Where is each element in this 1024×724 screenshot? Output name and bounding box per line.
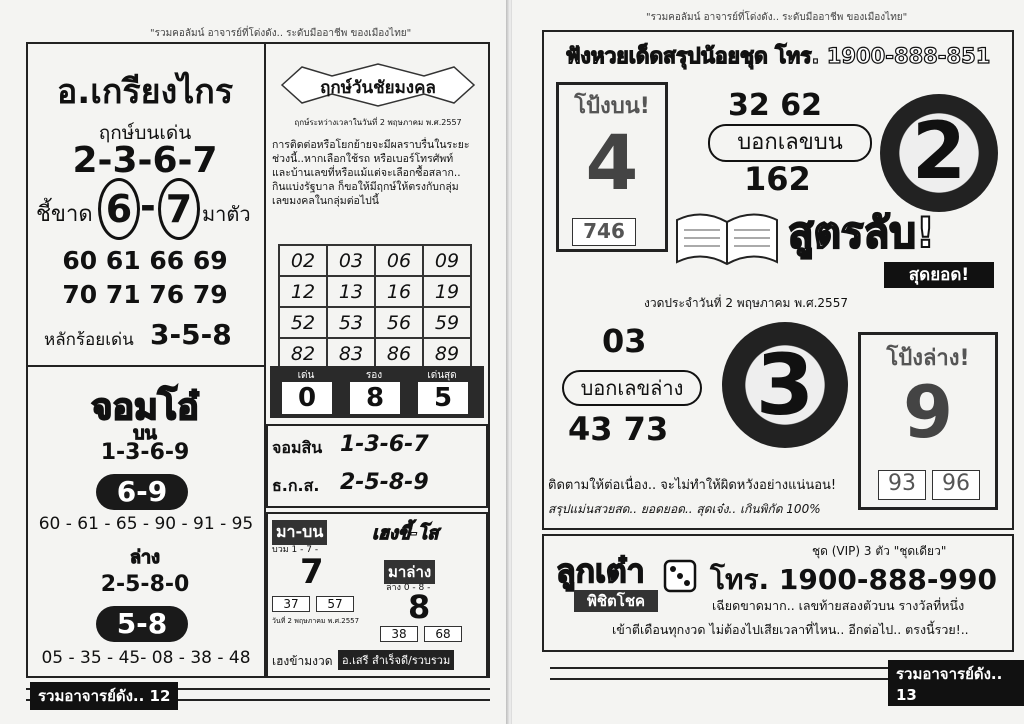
ad-vip: ชุด (VIP) 3 ตัว "ชุดเดียว" [812,544,947,558]
right-header: "รวมคอลัมน์ อาจารย์ที่โด่งดัง.. ระดับมืออาชีพ ของเมืองไทย" [646,12,908,23]
heng-box-68: 68 [424,626,462,642]
rerk-date-line: ฤกษ์ระหว่างเวลาในวันที่ 2 พฤษภาคม พ.ศ.2557 [294,118,462,127]
ad-brand-sub: พิชิตโชค [574,590,658,612]
rerk-para-2: ช่วงนี้..หากเลือกใช้รถ หรือเบอร์โทรศัพท์ [272,153,454,165]
jomo-lang-row: 05 - 35 - 45- 08 - 38 - 48 [41,648,251,668]
kriang-row-2: 70 71 76 79 [62,280,228,309]
sutlap-title: สูตรลับ! [788,208,936,257]
rerk-paragraph [272,138,470,208]
kriang-subtitle: ฤกษ์บนเด่น [98,122,192,144]
follow-text: ติดตามให้ต่อเนื่อง.. จะไม่ทำให้ผิดหวังอย่างแน่นอน! [548,478,837,493]
summary-text: สรุปแม่นสวยสด.. ยอดยอด.. สุดเจ๋ง.. เกินพิกัด 100% [548,502,821,516]
dark-label-3: เด่นสุด [427,370,457,381]
rerk-para-3: และบ้านเลขที่หรือแม้แต่จะเลือกซื้อสลาก.. [272,167,461,179]
ma-bon-sub: บวม 1 - 7 - [272,545,319,555]
rerk-number-grid [278,244,472,370]
bottom-numbers: 43 73 [568,410,669,448]
bok-bon-label: บอกเลขบน [708,124,872,162]
hundreds-label: หลักร้อยเด่น [44,330,134,350]
rerk-para-5: เลขมงคลในกลุ่มต่อไปนี้ [272,195,379,207]
chi-digit-a: 6 [98,178,140,240]
heng-footer-left: เฮงข้ามงวด [272,654,333,668]
grid-row [279,276,471,307]
grid-cell: 06 [375,245,423,276]
jomo-title: จอมโอ๋ [91,387,199,428]
ad-brand: ลูกเต๋า [556,552,645,590]
pong-lang-label: โป้งล่าง! [886,346,970,371]
jomo-lang-label: ล่าง [130,547,160,568]
pong-lang-box-96: 96 [932,470,980,500]
grid-cell: 12 [279,276,327,307]
heng-box-38: 38 [380,626,418,642]
left-page [0,0,508,724]
grid-row [279,307,471,338]
heng-date: วันที่ 2 พฤษภาคม พ.ศ.2557 [272,617,360,625]
pong-lang-digit: 9 [902,370,954,454]
chi-dash: - [140,184,156,228]
ma-lang-sub: ล่าง 0 - 8 - [386,583,431,593]
heng-box-57: 57 [316,596,354,612]
mid-number: 162 [744,160,811,198]
jomo-bon-row: 60 - 61 - 65 - 90 - 91 - 95 [38,514,254,534]
book-icon [672,200,782,274]
grid-cell: 83 [327,338,375,369]
sutyod-badge: สุดยอด! [884,262,994,288]
jomo-bon-label: บน [133,423,157,444]
bok-lang-label: บอกเลขล่าง [562,370,702,406]
left-header: "รวมคอลัมน์ อาจารย์ที่โด่งดัง.. ระดับมืออาชีพ ของเมืองไทย" [150,28,412,39]
jomo-lang-digits: 2-5-8-0 [100,572,190,597]
jomo-lang-pill: 5-8 [96,606,188,642]
left-page-number: รวมอาจารย์ดัง.. 12 [30,682,178,710]
grid-cell: 02 [279,245,327,276]
chi-khad-label: ชี้ขาด [36,202,93,227]
dice-icon [662,558,698,598]
grid-cell: 16 [375,276,423,307]
pong-bon-label: โป้งบน! [574,94,650,119]
grid-cell: 89 [423,338,471,369]
dark-value-2: 8 [350,382,400,414]
ma-bon-label: มา-บน [272,520,327,545]
pong-bon-digit: 4 [585,118,639,207]
rerk-title: ฤกษ์วันชัยมงคล [320,78,436,98]
heng-big-7: 7 [300,552,324,592]
grid-row [279,338,471,369]
kriang-title: อ.เกรียงไกร [56,72,234,112]
grid-cell: 19 [423,276,471,307]
hundreds-digits: 3-5-8 [150,318,232,351]
grid-cell: 82 [279,338,327,369]
hotline-banner: ฟังหวยเด็ดสรุปน้อยชุด โทร. 1900-888-851 [565,44,991,68]
dark-label-2: รอง [365,370,383,381]
rerk-para-1: การติดต่อหรือโยกย้ายจะมีผลราบรื่นในระยะ [272,139,470,151]
draw-date: งวดประจำวันที่ 2 พฤษภาคม พ.ศ.2557 [644,296,848,310]
top-numbers: 32 62 [728,88,822,123]
grid-cell: 03 [327,245,375,276]
grid-cell: 53 [327,307,375,338]
thokos-label: ธ.ก.ส. [272,476,320,495]
dark-value-1: 0 [282,382,332,414]
ad-phone[interactable]: โทร. 1900-888-990 [710,563,997,596]
right-page [512,0,1024,724]
pong-bon-small: 746 [572,218,636,246]
thokos-value: 2-5-8-9 [340,470,429,495]
grid-cell: 52 [279,307,327,338]
kriang-main-digits: 2-3-6-7 [72,140,218,181]
grid-cell: 59 [423,307,471,338]
chi-digit-b: 7 [158,178,200,240]
jomo-bon-pill: 6-9 [96,474,188,510]
dark-value-3: 5 [418,382,468,414]
heng-footer-right: อ.เสรี สำเร็จดี/รวบรวม [338,650,454,670]
rerk-para-4: กินแบ่งรัฐบาล ก็ขอให้มีฤกษ์ให้ตรงกับกลุ่ม [272,181,459,193]
grid-cell: 09 [423,245,471,276]
right-page-number: รวมอาจารย์ดัง.. 13 [888,660,1024,706]
ma-tua-label: มาตัว [202,202,251,226]
grid-cell: 13 [327,276,375,307]
big-3-circle: 3 [722,322,848,448]
heng-script-title: เฮงขี้-โส [372,523,439,544]
ad-line-1: เฉียดขาดมาก.. เลขท้ายสองตัวบน รางวัลที่หนึ่ง [712,598,965,613]
dark-label-1: เด่น [297,370,315,381]
jomo-bon-digits: 1-3-6-9 [100,440,190,465]
jomsin-label: จอมสิน [272,438,323,457]
big-2-circle: 2 [880,94,998,212]
pong-lang-box-93: 93 [878,470,926,500]
left-row-divider [26,365,266,367]
grid-row [279,245,471,276]
num-03: 03 [602,322,647,360]
ma-lang-label: มาล่าง [384,560,435,584]
heng-box-37: 37 [272,596,310,612]
heng-big-8: 8 [408,588,431,626]
grid-cell: 56 [375,307,423,338]
ad-line-2: เข้าตีเดือนทุกงวด ไม่ต้องไปเสียเวลาที่ไหน.. อีกต่อไป.. ตรงนี้รวย!.. [612,622,969,637]
kriang-row-1: 60 61 66 69 [62,246,228,275]
grid-cell: 86 [375,338,423,369]
jomsin-value: 1-3-6-7 [340,432,429,457]
